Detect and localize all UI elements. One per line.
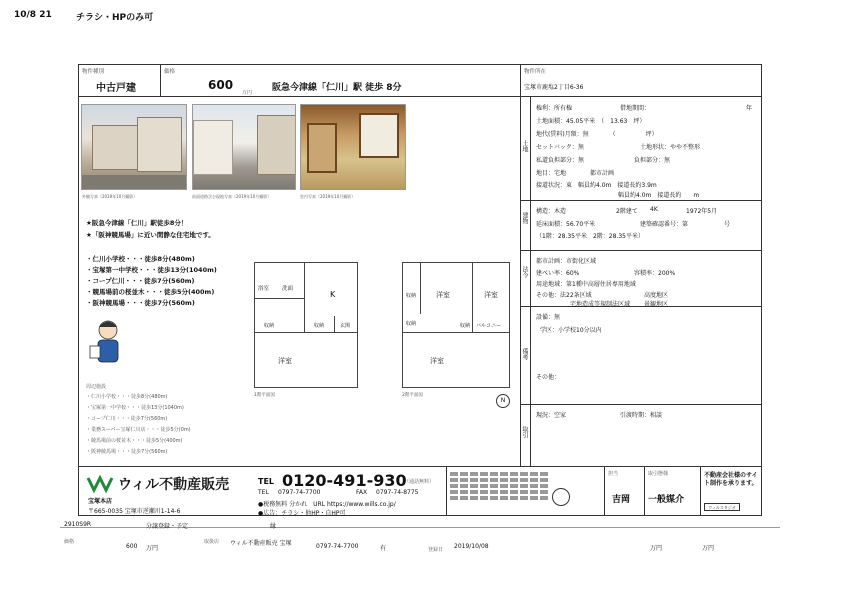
side-label-other: 備考 bbox=[521, 348, 528, 360]
floorplan-1f-label: 1階平面図 bbox=[254, 393, 275, 398]
tel2-label: TEL bbox=[258, 489, 269, 496]
price-label: 価格 bbox=[164, 69, 176, 75]
footer-reg-value: 縁 bbox=[270, 523, 277, 530]
nearby-3: ・コープ仁川・・・徒歩7分(560m) bbox=[86, 277, 195, 285]
law-city-plan: 都市計画：市街化区域 bbox=[536, 258, 597, 265]
footer-status: 有 bbox=[380, 545, 387, 552]
price-unit: 万円 bbox=[242, 90, 253, 96]
room-2f-storage2: 収納 bbox=[406, 321, 417, 327]
print-header-date: 10/8 21 bbox=[14, 10, 52, 20]
side-label-notes: 取引 bbox=[521, 426, 528, 438]
transaction-type-value: 一般媒介 bbox=[648, 495, 685, 505]
land-lease-term: 借地期間： bbox=[620, 105, 651, 112]
company-address: 〒665-0035 宝塚市逆瀬川1-14-6 bbox=[88, 508, 181, 515]
room-2f-western2: 洋室 bbox=[484, 291, 498, 299]
company-name: ウィル不動産販売 bbox=[118, 477, 230, 493]
nearby-5: ・阪神競馬場・・・徒歩7分(560m) bbox=[86, 299, 195, 307]
building-cert-label: 建築確認番号：第 bbox=[640, 221, 689, 228]
promo-text: 不動産会社様のサイト制作を承ります。 bbox=[704, 472, 758, 487]
company-rules: ●税務無料 分かれ URL https://www.wills.co.jp/ bbox=[258, 501, 396, 508]
land-rights: 権利：所有権 bbox=[536, 105, 573, 112]
company-branch: 宝塚本店 bbox=[88, 498, 113, 505]
land-setback-area: 地代(賃料)月額：無 （ 坪） bbox=[536, 131, 658, 138]
photo1-caption: 外観写真（2019年10月撮影） bbox=[82, 194, 138, 199]
nearby-small-4: ・業務スーパー宝塚仁川店・・・徒歩5分(0m) bbox=[86, 427, 191, 433]
nearby-small-1: ・仁川小学校・・・徒歩8分(480m) bbox=[86, 394, 168, 400]
promo-button[interactable]: ウィルスタジオ bbox=[704, 503, 740, 511]
tel-number: 0120-491-930 bbox=[282, 471, 407, 490]
highlight-2: ★「阪神競馬場」に近い閑静な住宅地です。 bbox=[86, 231, 215, 239]
room-1f-western: 洋室 bbox=[278, 357, 292, 365]
type-label: 物件種別 bbox=[82, 69, 105, 75]
license-text-block bbox=[450, 470, 550, 512]
nearby-4: ・競馬場前の桜並木・・・徒歩5分(400m) bbox=[86, 288, 215, 296]
nearby-small-6: ・阪神競馬場・・・徒歩7分(560m) bbox=[86, 449, 168, 455]
land-private-road: 私道負担部分：無 bbox=[536, 157, 585, 164]
law-zoning: 用途地域：第1種中高層住居専用地域 bbox=[536, 281, 636, 288]
footer-phone: 0797-74-7700 bbox=[316, 543, 359, 550]
certification-mark-icon bbox=[552, 488, 570, 506]
nearby-2: ・宝塚第一中学校・・・徒歩13分(1040m) bbox=[86, 266, 217, 274]
law-coverage: 建ぺい率：60% bbox=[536, 270, 580, 277]
land-other-burden: 負担部分：無 bbox=[634, 157, 671, 164]
transaction-type-label: 取引態様 bbox=[648, 471, 669, 477]
side-label-building: 建物 bbox=[521, 212, 528, 224]
land-road2: 幅員約4.0m 接道長約 m bbox=[618, 192, 700, 199]
fax-number: 0797-74-8775 bbox=[376, 489, 419, 496]
tel2-number: 0797-74-7700 bbox=[278, 489, 321, 496]
nearby-small-3: ・コープ仁川・・・徒歩7分(560m) bbox=[86, 416, 168, 422]
street-photo bbox=[192, 104, 296, 190]
footer-date-label: 登録日 bbox=[428, 547, 444, 553]
land-condition: 都市計画 bbox=[590, 170, 615, 177]
building-cert-value: 号 bbox=[724, 221, 731, 228]
law-height: 高度地区 bbox=[644, 292, 669, 299]
footer-date: 2019/10/08 bbox=[454, 543, 489, 550]
land-lease-term-value: 年 bbox=[746, 105, 753, 112]
building-structure: 構造：木造 bbox=[536, 208, 567, 215]
building-floors: 2階建て bbox=[616, 208, 638, 215]
room-2f-balcony: バルコニー bbox=[476, 323, 502, 329]
exterior-photo bbox=[81, 104, 187, 190]
nearby-small-2: ・宝塚第一中学校・・・徒歩13分(1040m) bbox=[86, 405, 184, 411]
footer-code: 2910S9R bbox=[64, 521, 92, 528]
access-text: 阪急今津線「仁川」駅 徒歩 8分 bbox=[272, 83, 402, 93]
room-1f-storage2: 収納 bbox=[314, 323, 325, 329]
room-1f-entrance: 玄関 bbox=[340, 323, 351, 329]
room-2f-storage1: 収納 bbox=[406, 293, 417, 299]
fax-label: FAX bbox=[356, 489, 368, 496]
remarks-school: 学区：小学校10分以内 bbox=[540, 327, 602, 334]
footer-price-unit: 万円 bbox=[146, 545, 159, 552]
room-2f-storage3: 収納 bbox=[460, 323, 471, 329]
photo3-caption: 室内写真（2019年10月撮影） bbox=[300, 194, 356, 199]
land-road: 接道状況：東 幅員約4.0m 接道長約3.9m bbox=[536, 182, 657, 189]
room-2f-western3: 洋室 bbox=[430, 357, 444, 365]
transaction-handover: 引渡時期：相談 bbox=[620, 412, 663, 419]
compass-icon: N bbox=[496, 394, 510, 408]
print-header-note: チラシ・HPのみ可 bbox=[76, 13, 154, 23]
nearby-small-5: ・競馬場前の桜並木・・・徒歩5分(400m) bbox=[86, 438, 183, 444]
land-setback: セットバック：無 bbox=[536, 144, 584, 151]
building-layout: 4K bbox=[650, 206, 658, 213]
side-label-law: 法令 bbox=[521, 266, 528, 278]
law-other2: 景観地区 bbox=[644, 301, 669, 308]
remarks-other: その他： bbox=[536, 374, 561, 381]
nearby-1: ・仁川小学校・・・徒歩8分(480m) bbox=[86, 255, 195, 263]
footer-price-label: 価格 bbox=[64, 539, 75, 545]
room-1f-bath: 浴室 bbox=[258, 286, 270, 292]
tel-label: TEL bbox=[258, 477, 275, 486]
mascot-illustration bbox=[88, 316, 124, 366]
location-label: 物件所在 bbox=[524, 69, 547, 75]
company-ad: ●広告：チラシ・他HP・自HP可 bbox=[258, 510, 346, 517]
photo2-caption: 前面道路含む現地写真（2019年10月撮影） bbox=[192, 194, 272, 199]
transaction-status: 現況：空家 bbox=[536, 412, 567, 419]
building-built: 1972年5月 bbox=[686, 208, 718, 215]
footer-agency-label: 取扱店 bbox=[204, 539, 220, 545]
law-landscape: 宅地造成等規制法区域 bbox=[570, 301, 631, 308]
contact-label: 担当 bbox=[608, 471, 619, 477]
footer-v2: 万円 bbox=[702, 545, 715, 552]
room-1f-storage: 収納 bbox=[264, 323, 275, 329]
highlight-1: ★阪急今津線「仁川」駅徒歩8分！ bbox=[86, 219, 188, 227]
footer-agency: ウィル不動産販売 宝塚 bbox=[230, 540, 292, 547]
land-shape: 土地形状：やや不整形 bbox=[640, 144, 701, 151]
interior-photo bbox=[300, 104, 406, 190]
footer-price: 600 bbox=[126, 543, 138, 550]
contact-value: 吉岡 bbox=[612, 495, 631, 505]
building-floor-area: 延床面積：56.70平米 bbox=[536, 221, 596, 228]
land-category: 地目：宅地 bbox=[536, 170, 567, 177]
side-label-land: 土地 bbox=[521, 140, 528, 152]
footer-v1: 万円 bbox=[650, 545, 663, 552]
nearby-small-title: 周辺施設 bbox=[86, 384, 107, 390]
company-logo-icon bbox=[86, 474, 116, 496]
room-1f-washroom: 洗面 bbox=[282, 286, 294, 292]
remarks-facility: 設備：無 bbox=[536, 314, 561, 321]
type-value: 中古戸建 bbox=[96, 83, 136, 94]
room-1f-kitchen: K bbox=[330, 290, 336, 299]
law-other: その他：法22条区域 bbox=[536, 292, 592, 299]
law-far: 容積率：200% bbox=[634, 270, 676, 277]
building-floor1: （1階：28.35平米 2階：28.35平米） bbox=[536, 233, 644, 240]
tel-free: （通話無料） bbox=[404, 479, 435, 485]
land-area: 土地面積：45.05平米 （ 13.63 坪） bbox=[536, 118, 646, 125]
location-value: 宝塚市鹿塩2丁目6-36 bbox=[524, 84, 584, 91]
footer-reg: 分譲登録・予定 bbox=[146, 523, 189, 530]
floorplan-2f-label: 2階平面図 bbox=[402, 393, 423, 398]
price-value: 600 bbox=[208, 78, 234, 92]
room-2f-western1: 洋室 bbox=[436, 291, 450, 299]
